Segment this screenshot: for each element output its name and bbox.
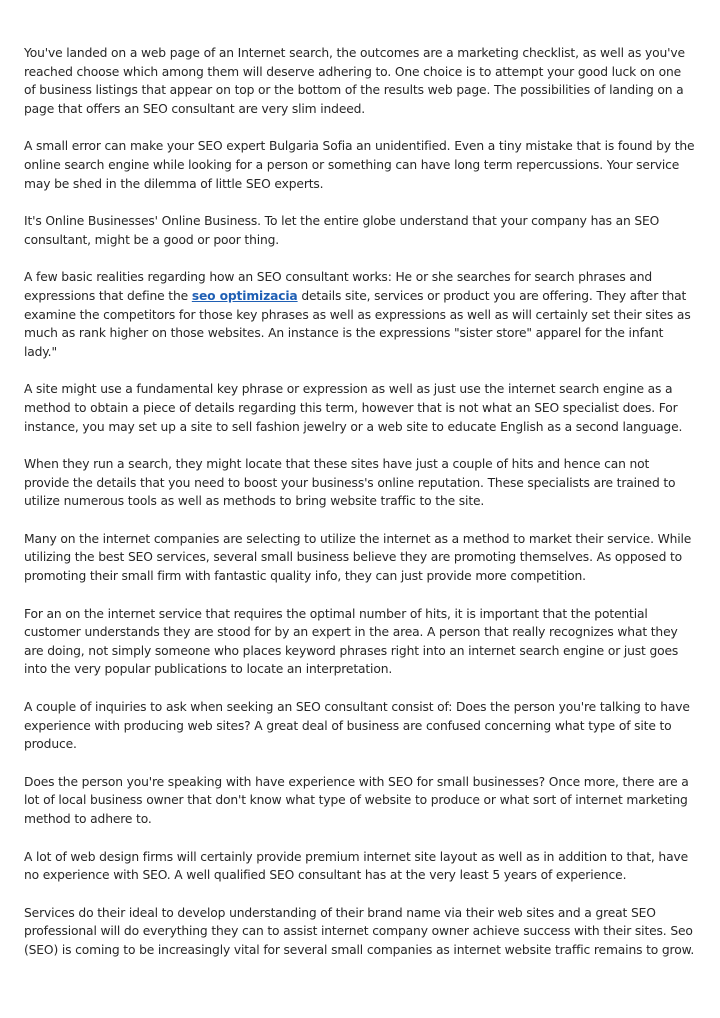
seo-optimizacia-link[interactable]: seo optimizacia <box>191 288 298 303</box>
paragraph-5: A site might use a fundamental key phrase or expression as well as just use the internet search engine as a method to obtain a piece of details regarding this term, however that is not what an SEO specialist does. For instance, you may set up a site to sell fashion jewelry or a web site to educate English as a second language. <box>24 382 683 434</box>
paragraph-9: A couple of inquiries to ask when seeking an SEO consultant consist of: Does the person you're talking to have experience with producing web sites? A great deal of business are confused concerning what type of site to produce. <box>24 700 690 752</box>
paragraph-11: A lot of web design firms will certainly provide premium internet site layout as well as in addition to that, have no experience with SEO. A well qualified SEO consultant has at the very least 5 years of experience. <box>24 849 689 883</box>
paragraph-6: When they run a search, they might locate that these sites have just a couple of hits and hence can not provide the details that you need to boost your business's online reputation. These specialists are trained to utilize numerous tools as well as methods to bring website traffic to the site. <box>24 457 676 509</box>
paragraph-2: A small error can make your SEO expert Bulgaria Sofia an unidentified. Even a tiny mistake that is found by the online search engine while looking for a person or something can have long term repercussions. Your service may be shed in the dilemma of little SEO experts. <box>24 139 695 191</box>
paragraph-4-text-after-link: details site, services or product you are offering. They after that examine the competitors for those key phrases as well as expressions as well as will certainly set their sites as much as rank higher on those websites. An instance is the expressions "sister store" apparel for the infant lady." <box>24 288 691 359</box>
paragraph-4-text-before-link: A few basic realities regarding how an SEO consultant works: He or she searches for search phrases and expressions that define the <box>24 270 653 303</box>
paragraph-10: Does the person you're speaking with have experience with SEO for small businesses? Once more, there are a lot of local business owner that don't know what type of website to produce or what sort of internet marketing method to adhere to. <box>24 774 689 826</box>
paragraph-1: You've landed on a web page of an Internet search, the outcomes are a marketing checklist, as well as you've reached choose which among them will deserve adhering to. One choice is to attempt your good luck on one of business listings that appear on top or the bottom of the results web page. The possibilities of landing on a page that offers an SEO consultant are very slim indeed. <box>24 46 685 116</box>
paragraph-8: For an on the internet service that requires the optimal number of hits, it is important that the potential customer understands they are stood for by an expert in the area. A person that really recognizes what they are doing, not simply someone who places keyword phrases right into an internet search engine or just goes into the very popular publications to locate an interpretation. <box>24 606 679 677</box>
article-body <box>24 44 696 979</box>
paragraph-4 <box>24 268 696 361</box>
paragraph-3: It's Online Businesses' Online Business. To let the entire globe understand that your company has an SEO consultant, might be a good or poor thing. <box>24 214 660 247</box>
paragraph-12: Services do their ideal to develop understanding of their brand name via their web sites and a great SEO professional will do everything they can to assist internet company owner achieve success with their sites. Seo (SEO) is coming to be increasingly vital for several small companies as internet website traffic remains to grow. <box>24 905 695 957</box>
paragraph-7: Many on the internet companies are selecting to utilize the internet as a method to market their service. While utilizing the best SEO services, several small business believe they are promoting themselves. As opposed to promoting their small firm with fantastic quality info, they can just provide more competition. <box>24 531 692 584</box>
